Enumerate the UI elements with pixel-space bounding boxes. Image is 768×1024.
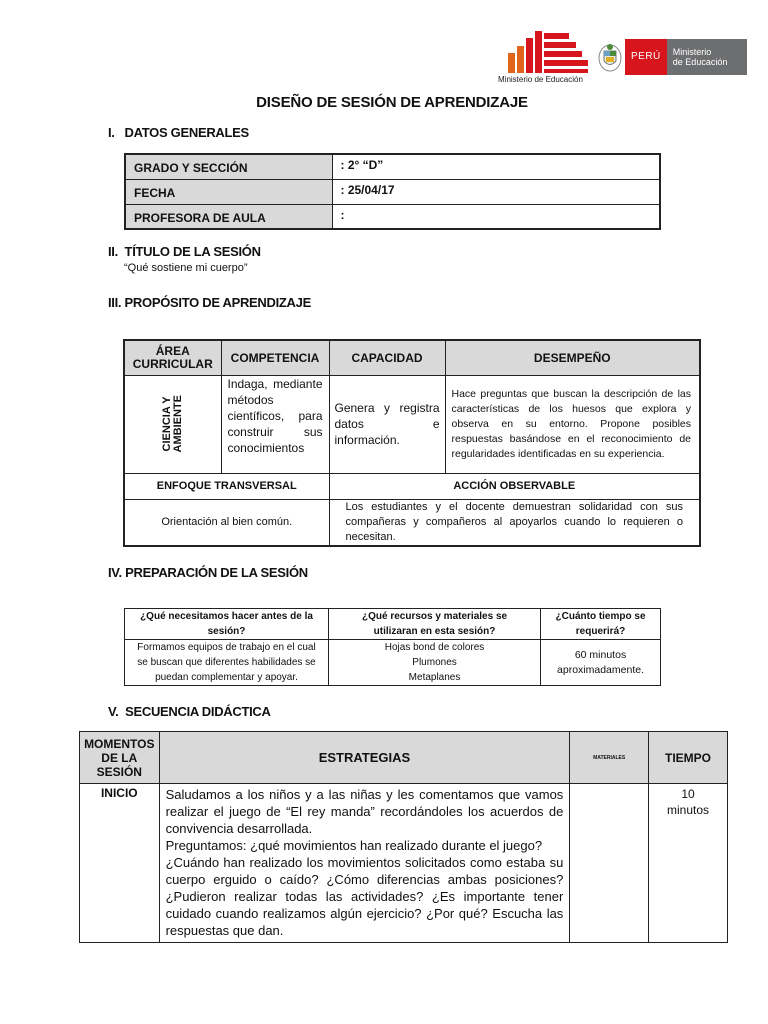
table-row [80, 784, 728, 943]
list-item: Metaplanes [408, 672, 461, 683]
secuencia-table [79, 731, 728, 943]
header-enfoque: ENFOQUE TRANSVERSAL [124, 473, 329, 499]
secuencia-tiempo-cell: 10 minutos [648, 784, 727, 943]
header-capacidad: CAPACIDAD [329, 340, 445, 375]
accion-cell: Los estudiantes y el docente demuestran solidaridad con sus compañeras y compañeros al apoyarlos cuando lo requieren o necesitan. [329, 499, 700, 546]
competencia-cell: Indaga, mediante métodos científicos, para construir sus conocimientos [221, 375, 329, 473]
section-heading-titulo: II. TÍTULO DE LA SESIÓN [108, 244, 261, 259]
table-row [125, 609, 661, 640]
preparacion-table [124, 608, 661, 686]
table-row [124, 499, 700, 546]
estrategia-paragraph: ¿Cuándo han realizado los movimientos solicitados como estaba su cuerpo erguido o caído? ¿Cómo diferencias ambas posiciones? ¿Pudieron realizar todas las actividades? ¿Es importante tener cuidado cuando realizamos algún ejercicio? ¿Por qué? Escucha las respuestas que dan. [165, 855, 564, 938]
section-heading-proposito: III. PROPÓSITO DE APRENDIZAJE [108, 295, 311, 310]
table-row [125, 154, 660, 179]
peru-shield-icon [597, 41, 623, 73]
ministry-label-line-2: de Educación [672, 57, 728, 67]
ministry-label-line-1: Ministerio [672, 47, 712, 57]
header-competencia: COMPETENCIA [221, 340, 329, 375]
header-momentos: MOMENTOS DE LA SESIÓN [80, 732, 160, 784]
section-heading-secuencia: V. SECUENCIA DIDÁCTICA [108, 704, 271, 719]
table-row [124, 375, 700, 473]
header-estrategias: ESTRATEGIAS [159, 732, 570, 784]
header-tiempo: ¿Cuánto tiempo se requerirá? [541, 609, 661, 640]
table-row [124, 473, 700, 499]
header-tiempo: TIEMPO [648, 732, 727, 784]
header-desempeno: DESEMPEÑO [445, 340, 700, 375]
area-line-1: CIENCIA Y [160, 396, 173, 452]
table-row [124, 340, 700, 375]
area-label [162, 395, 184, 452]
section-heading-preparacion: IV. PREPARACIÓN DE LA SESIÓN [108, 565, 308, 580]
header-area: ÁREA CURRICULAR [124, 340, 221, 375]
table-row [125, 204, 660, 229]
table-row [125, 179, 660, 204]
antes-cell: Formamos equipos de trabajo en el cual se buscan que diferentes habilidades se puedan complementar y apoyar. [125, 640, 329, 686]
header-materiales: MATERIALES [570, 732, 649, 784]
datos-value: : 2° “D” [332, 154, 660, 179]
estrategia-paragraph: Saludamos a los niños y a las niñas y les comentamos que vamos realizar el juego de “El rey manda” recordándoles los acuerdos de convivencia desarrollada. [165, 787, 564, 836]
ministry-label [667, 39, 747, 75]
datos-value: : 25/04/17 [332, 179, 660, 204]
estrategia-cell [159, 784, 570, 943]
list-item: Plumones [412, 657, 457, 668]
datos-value: : [332, 204, 660, 229]
header-antes: ¿Qué necesitamos hacer antes de la sesión? [125, 609, 329, 640]
session-title: “Qué sostiene mi cuerpo” [124, 262, 248, 274]
recursos-cell [329, 640, 541, 686]
enfoque-cell: Orientación al bien común. [124, 499, 329, 546]
momento-cell: INICIO [80, 784, 160, 943]
table-row [125, 640, 661, 686]
desempeno-cell: Hace preguntas que buscan la descripción de las características de los huesos que explora y observa en su entorno. Propone posibles respuestas basándose en el reconocimiento de regularidades identificadas en su experiencia. [445, 375, 700, 473]
header-accion: ACCIÓN OBSERVABLE [329, 473, 700, 499]
datos-label: FECHA [125, 179, 332, 204]
peru-ministry-banner [597, 39, 747, 75]
list-item: Hojas bond de colores [384, 642, 485, 653]
ministry-caption: Ministerio de Educación [498, 75, 583, 84]
tiempo-cell: 60 minutos aproximadamente. [541, 640, 661, 686]
materiales-cell [570, 784, 649, 943]
peru-label: PERÚ [625, 39, 667, 75]
datos-label: GRADO Y SECCIÓN [125, 154, 332, 179]
estrategia-paragraph: Preguntamos: ¿qué movimientos han realizado durante el juego? [165, 838, 543, 853]
area-cell [124, 375, 221, 473]
datos-label: PROFESORA DE AULA [125, 204, 332, 229]
section-heading-datos: I. DATOS GENERALES [108, 125, 249, 140]
proposito-table [123, 339, 701, 547]
document-title: DISEÑO DE SESIÓN DE APRENDIZAJE [256, 94, 528, 111]
area-line-2: AMBIENTE [171, 395, 184, 453]
datos-generales-table [124, 153, 661, 230]
table-row [80, 732, 728, 784]
header-recursos: ¿Qué recursos y materiales se utilizaran en esta sesión? [329, 609, 541, 640]
capacidad-cell: Genera y registra datos e información. [329, 375, 445, 473]
